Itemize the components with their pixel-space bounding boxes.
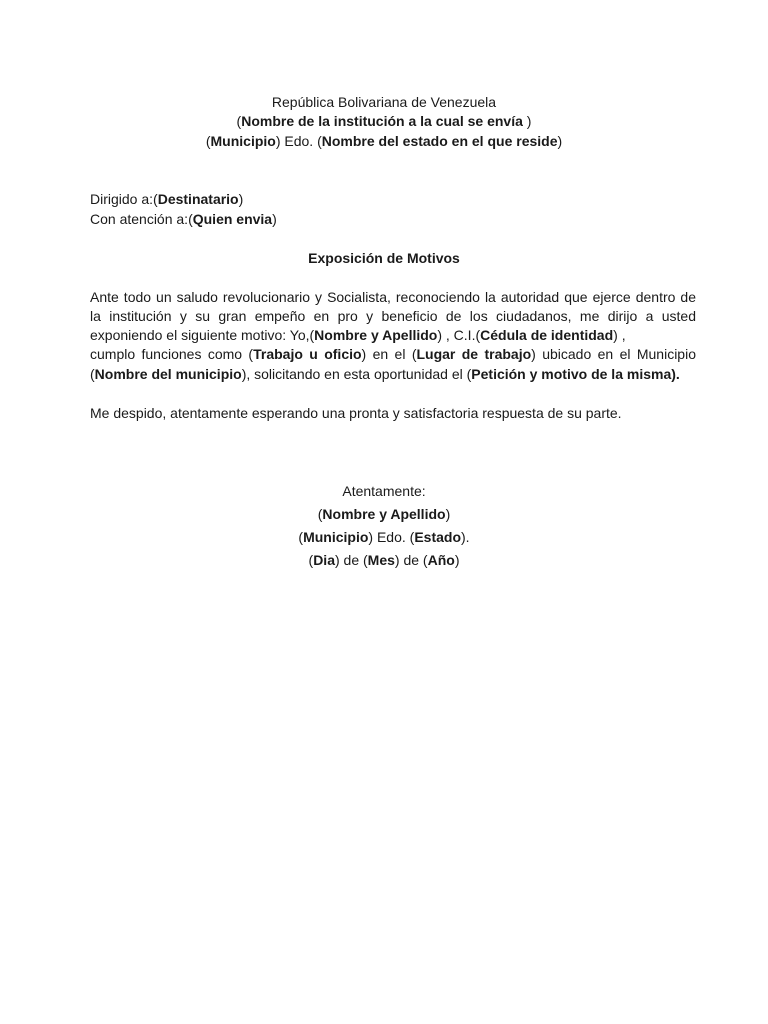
- institution-name: Nombre de la institución a la cual se envía: [241, 113, 523, 129]
- body-line-1: Ante todo un saludo revolucionario y Socialista, reconociendo la autoridad que ejerce dentro de: [90, 289, 696, 305]
- body-line-5-c: ).: [671, 366, 680, 382]
- municipio-field: Nombre del municipio: [94, 366, 242, 382]
- signature-estado: Estado: [414, 529, 462, 545]
- header-municipio: Municipio: [210, 133, 276, 149]
- body-line-5-a: (: [90, 366, 95, 382]
- nombre-apellido-field: Nombre y Apellido: [314, 327, 438, 343]
- signature-edo: ) Edo. (: [368, 529, 415, 545]
- date-anio: Año: [427, 552, 455, 568]
- body-line-2: la institución y su gran empeño en pro y beneficio de los ciudadanos, me dirijo a usted: [90, 308, 696, 324]
- header-location: (Municipio) Edo. (Nombre del estado en el que reside): [205, 133, 563, 149]
- dirigido-label: Dirigido a:(: [90, 191, 158, 207]
- subject-title: [0, 249, 768, 267]
- date-dia: Dia: [313, 552, 335, 568]
- body-line-4-c: ) ubicado en el Municipio: [531, 346, 696, 362]
- header-edo: Edo. (: [280, 133, 322, 149]
- body-line-3: [90, 326, 626, 344]
- subject-text: Exposición de Motivos: [308, 250, 460, 266]
- lugar-field: Lugar de trabajo: [416, 346, 532, 362]
- header-institution: (Nombre de la institución a la cual se envía ): [236, 113, 532, 129]
- body-line-4-b: ) en el (: [361, 346, 417, 362]
- body-line-5: [90, 365, 680, 383]
- signature-location: (Municipio) Edo. (Estado).: [298, 529, 470, 545]
- closing-text: Atentamente:: [342, 483, 426, 499]
- body-line-5-b: ), solicitando en esta oportunidad el (: [241, 366, 472, 382]
- body-line-4: [90, 345, 696, 363]
- atencion-label: Con atención a:(: [90, 211, 193, 227]
- signature-municipio: Municipio: [303, 529, 369, 545]
- farewell-text: Me despido, atentamente esperando una pronta y satisfactoria respuesta de su parte.: [90, 405, 622, 421]
- atencion-value: Quien envia: [192, 211, 273, 227]
- dirigido-value: Destinatario: [157, 191, 239, 207]
- header-country: República Bolivariana de Venezuela: [271, 94, 497, 110]
- body-line-3-c: ) ,: [613, 327, 626, 343]
- atencion-line: Con atención a:(Quien envia): [90, 211, 277, 227]
- body-line-4-a: cumplo funciones como (: [90, 346, 254, 362]
- header-estado: Nombre del estado en el que reside: [321, 133, 558, 149]
- body-line-3-a: exponiendo el siguiente motivo: Yo,(: [90, 327, 315, 343]
- trabajo-field: Trabajo u oficio: [253, 346, 362, 362]
- date-mes: Mes: [367, 552, 395, 568]
- signature-nombre: Nombre y Apellido: [322, 506, 446, 522]
- cedula-field: Cédula de identidad: [480, 327, 614, 343]
- date-de-1: ) de (: [334, 552, 368, 568]
- peticion-field: Petición y motivo de la misma: [471, 366, 672, 382]
- dirigido-line: Dirigido a:(Destinatario): [90, 191, 244, 207]
- body-line-3-b: ) , C.I.(: [437, 327, 481, 343]
- signature-name: (Nombre y Apellido): [317, 506, 451, 522]
- date-de-2: ) de (: [394, 552, 428, 568]
- signature-date: (Dia) de (Mes) de (Año): [308, 552, 460, 568]
